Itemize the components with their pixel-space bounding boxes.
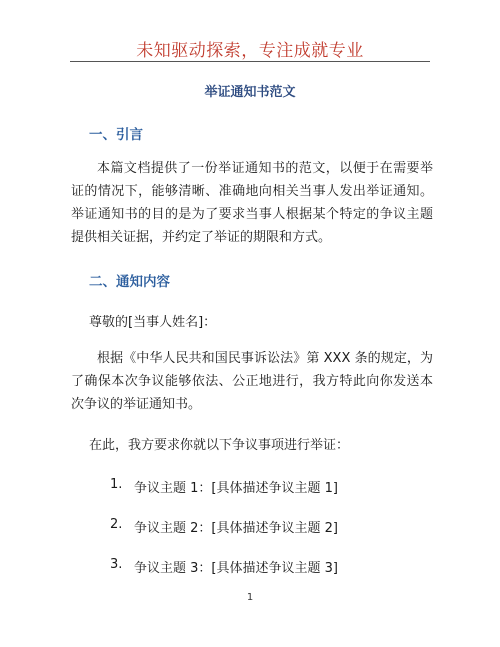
section-heading-intro: 一、引言 <box>89 127 143 143</box>
items-intro: 在此，我方要求你就以下争议事项进行举证： <box>89 438 350 453</box>
list-item <box>110 557 338 576</box>
list-item <box>110 517 338 536</box>
header-slogan: 未知驱动探索，专注成就专业 <box>136 41 364 61</box>
header-rule <box>70 61 430 62</box>
document-title: 举证通知书范文 <box>204 85 296 100</box>
list-item-number: 1. <box>110 477 123 492</box>
list-item-text: 争议主题 3：[具体描述争议主题 3] <box>134 561 338 576</box>
section-heading-notice: 二、通知内容 <box>89 274 170 290</box>
notice-paragraph: 根据《中华人民共和国民事诉讼法》第 XXX 条的规定，为了确保本次争议能够依法、公正地进行，我方特此向你发送本次争议的举证通知书。 <box>71 351 433 412</box>
list-item <box>110 477 338 496</box>
intro-paragraph: 本篇文档提供了一份举证通知书的范文，以便于在需要举证的情况下，能够清晰、准确地向相关当事人发出举证通知。举证通知书的目的是为了要求当事人根据某个特定的争议主题提供相关证据，并约定了举证的期限和方式。 <box>71 161 433 245</box>
list-item-text: 争议主题 1：[具体描述争议主题 1] <box>134 481 338 496</box>
salutation: 尊敬的[当事人姓名]： <box>89 315 217 330</box>
list-item-text: 争议主题 2：[具体描述争议主题 2] <box>134 521 338 536</box>
list-item-number: 2. <box>110 517 123 532</box>
list-item-number: 3. <box>110 557 123 572</box>
page-number: 1 <box>246 592 254 603</box>
